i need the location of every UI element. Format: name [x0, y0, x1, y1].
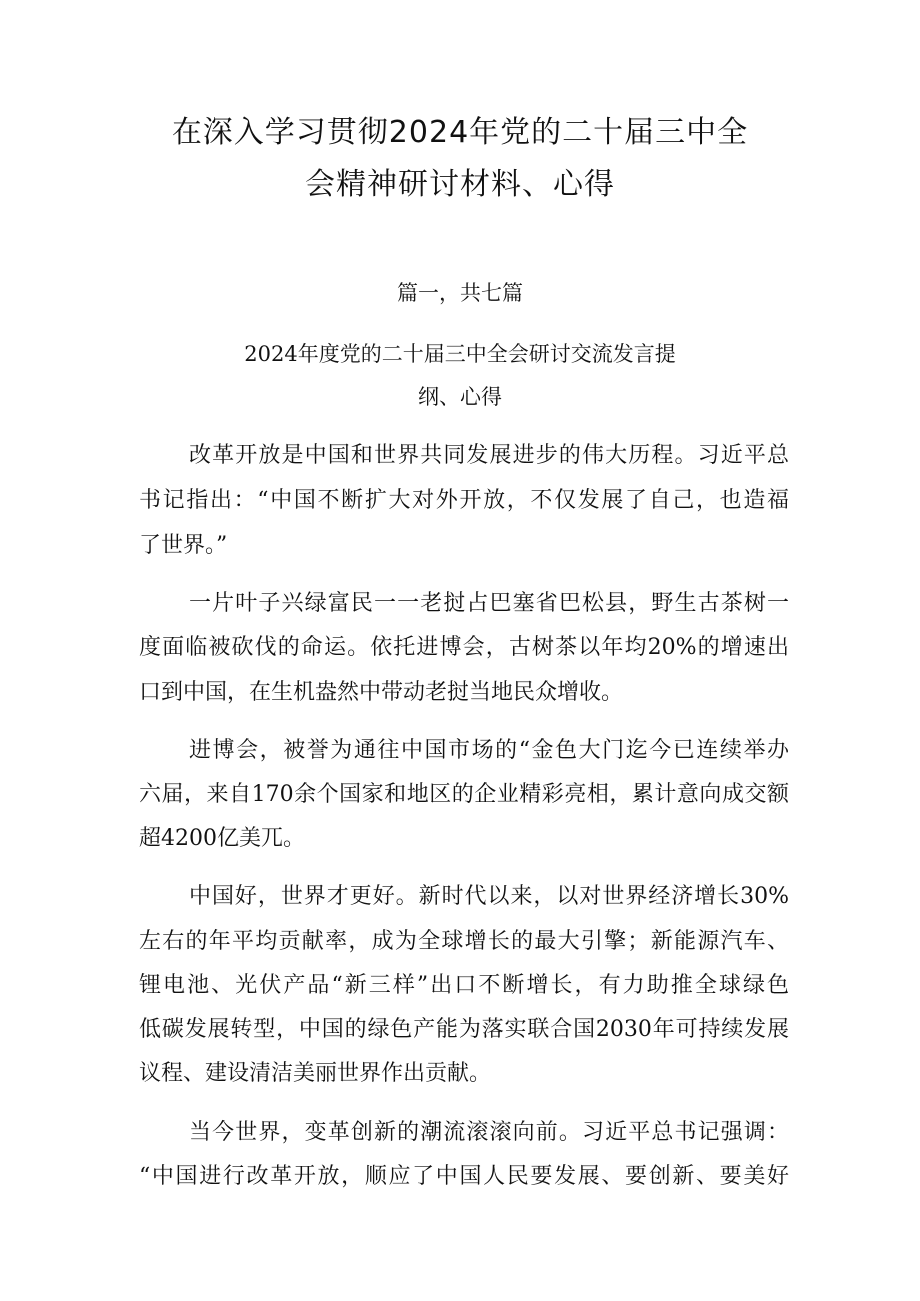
section-label: 篇一，共七篇 [397, 281, 523, 305]
document-title-line-2: 会精神研讨材料、心得 [305, 167, 615, 202]
paragraph-5-line-1: 当今世界，变革创新的潮流滚滚向前。习近平总书记强调： [189, 1120, 789, 1145]
document-title-line-1: 在深入学习贯彻2024年党的二十届三中全 [171, 115, 749, 150]
paragraph-3-line-3: 超4200亿美兀。 [139, 826, 305, 851]
paragraph-3-line-1: 进博会，被誉为通往中国市场的“金色大门迄今已连续举办 [189, 738, 789, 763]
subtitle-line-2: 纲、心得 [418, 385, 502, 409]
paragraph-4-line-5: 议程、建设清洁美丽世界作出贡献。 [139, 1061, 492, 1086]
paragraph-5-line-2: “中国进行改革开放，顺应了中国人民要发展、要创新、要美好 [139, 1164, 789, 1189]
paragraph-1-line-1: 改革开放是中国和世界共同发展进步的伟大历程。习近平总 [189, 443, 789, 468]
paragraph-2-line-1: 一片叶子兴绿富民一一老挝占巴塞省巴松县，野生古茶树一 [189, 591, 789, 616]
paragraph-4-line-3: 锂电池、光伏产品“新三样”出口不断增长，有力助推全球绿色 [139, 973, 789, 998]
paragraph-1-line-3: 了世界。” [139, 533, 228, 558]
paragraph-4-line-4: 低碳发展转型，中国的绿色产能为落实联合国2030年可持续发展 [139, 1017, 789, 1042]
subtitle-line-1: 2024年度党的二十届三中全会研讨交流发言提 [244, 342, 676, 366]
paragraph-4-line-2: 左右的年平均贡献率，成为全球增长的最大引擎；新能源汽车、 [139, 929, 789, 954]
paragraph-3-line-2: 六届，来自170余个国家和地区的企业精彩亮相，累计意向成交额 [139, 782, 789, 807]
paragraph-2-line-3: 口到中国，在生机盎然中带动老挝当地民众增收。 [139, 680, 624, 705]
paragraph-2-line-2: 度面临被砍伐的命运。依托进博会，古树茶以年均20%的增速出 [139, 635, 789, 660]
paragraph-4-line-1: 中国好，世界才更好。新时代以来，以对世界经济增长30% [189, 884, 789, 909]
paragraph-1-line-2: 书记指出：“中国不断扩大对外开放，不仅发展了自己，也造福 [139, 488, 789, 513]
